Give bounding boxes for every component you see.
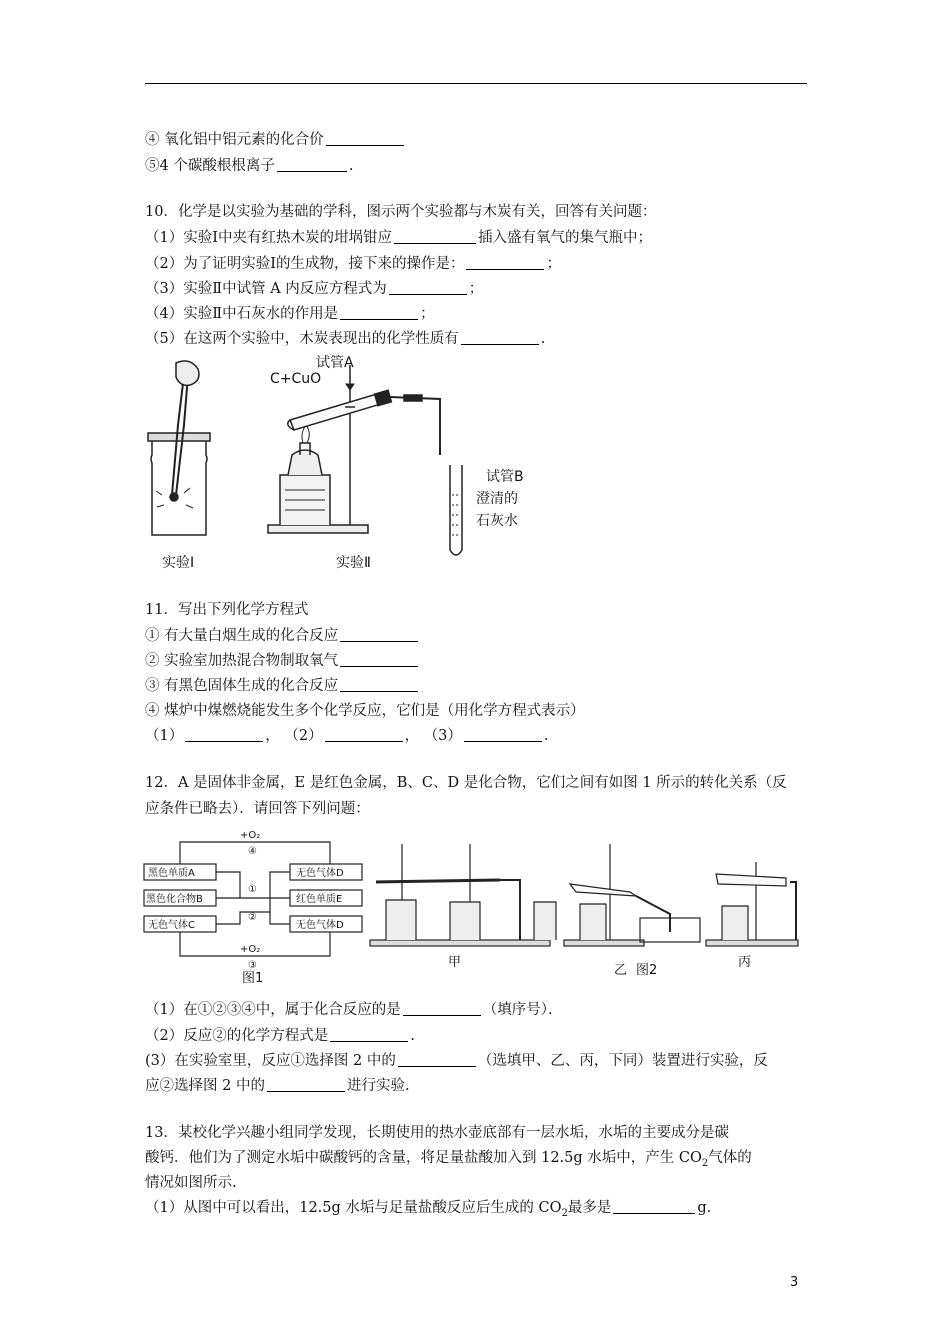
caption-yi: 乙 <box>614 963 628 978</box>
answer-blank[interactable] <box>461 330 539 345</box>
q10-part-1: （1）实验Ⅰ中夹有红热木炭的坩埚钳应 插入盛有氧气的集气瓶中； <box>145 230 652 246</box>
q12-stem-1: 12．A 是固体非金属，E 是红色金属，B、C、D 是化合物，它们之间有如图 1 所示的转化关系（反 <box>145 775 787 791</box>
q9-item-4: ④ 氧化铝中铝元素的化合价 <box>145 131 406 149</box>
caption-experiment-1: 实验Ⅰ <box>162 555 195 571</box>
label-limewater-1: 澄清的 <box>476 491 518 507</box>
answer-blank[interactable] <box>326 131 404 146</box>
answer-blank[interactable] <box>398 1052 476 1067</box>
box-c: 无色气体C <box>148 920 195 931</box>
box-d1: 无色气体D <box>296 868 344 879</box>
answer-blank[interactable] <box>340 677 418 692</box>
q11-item-2: ② 实验室加热混合物制取氧气 <box>145 652 420 670</box>
conversion-diagram <box>140 822 810 992</box>
label-limewater-2: 石灰水 <box>476 513 518 529</box>
box-e: 红色单质E <box>296 894 343 905</box>
caption-fig2: 图2 <box>636 963 658 978</box>
top-reagent: +O₂ <box>240 830 261 841</box>
caption-fig1: 图1 <box>242 971 264 986</box>
q11-item-3: ③ 有黑色固体生成的化合反应 <box>145 677 420 695</box>
q10-figure <box>140 355 560 575</box>
caption-jia: 甲 <box>448 955 462 970</box>
gas-jar-illustration <box>148 361 210 535</box>
q13-stem-1: 13．某校化学兴趣小组同学发现，长期使用的热水壶底部有一层水垢，水垢的主要成分是碳 <box>145 1125 729 1141</box>
answer-blank[interactable] <box>464 727 542 742</box>
q11-stem: 11．写出下列化学方程式 <box>145 602 309 618</box>
q11-subparts: （1） ， （2） ， （3） . <box>145 728 549 744</box>
q12-stem-2: 应条件已略去）．请回答下列问题： <box>145 801 370 817</box>
q10-part-4: （4）实验Ⅱ中石灰水的作用是 ； <box>145 306 435 322</box>
q13-part-1: （1）从图中可以看出，12.5g 水垢与足量盐酸反应后生成的 $CO_2$最多是 g. <box>145 1200 712 1219</box>
answer-blank[interactable] <box>267 1077 345 1092</box>
header-rule <box>145 83 807 84</box>
q10-part-3: （3）实验Ⅱ中试管 A 内反应方程式为 ； <box>145 281 484 297</box>
bottom-step: ③ <box>248 960 257 971</box>
answer-blank[interactable] <box>277 157 347 172</box>
answer-blank[interactable] <box>466 255 544 270</box>
caption-bing: 丙 <box>738 955 752 970</box>
q11-item-1: ① 有大量白烟生成的化合反应 <box>145 627 420 645</box>
answer-blank[interactable] <box>340 652 418 667</box>
q10-part-5: （5）在这两个实验中，木炭表现出的化学性质有 . <box>145 331 546 347</box>
box-b: 黑色化合物B <box>146 894 203 905</box>
label-tube-b: 试管B <box>486 469 524 485</box>
answer-blank[interactable] <box>185 727 263 742</box>
q11-item-4: ④ 煤炉中煤燃烧能发生多个化学反应，它们是（用化学方程式表示） <box>145 703 585 719</box>
bottom-reagent: +O₂ <box>240 944 261 955</box>
step-1: ① <box>248 884 257 895</box>
q10-stem: 10．化学是以实验为基础的学科，图示两个实验都与木炭有关，回答有关问题： <box>145 204 657 220</box>
answer-blank[interactable] <box>340 627 418 642</box>
q12-part-3: (3）在实验室里，反应①选择图 2 中的 （选填甲、乙、丙，下同）装置进行实验，反 <box>145 1053 768 1069</box>
caption-experiment-2: 实验Ⅱ <box>336 555 371 571</box>
q12-part-2: （2）反应②的化学方程式是 . <box>145 1028 415 1044</box>
top-step: ④ <box>248 846 257 857</box>
answer-blank[interactable] <box>394 229 476 244</box>
answer-blank[interactable] <box>613 1199 695 1214</box>
box-d2: 无色气体D <box>296 920 344 931</box>
heating-apparatus-illustration <box>268 365 462 555</box>
answer-blank[interactable] <box>330 1027 408 1042</box>
answer-blank[interactable] <box>403 1001 481 1016</box>
experiment-diagram <box>140 355 560 575</box>
q13-stem-2: 酸钙．他们为了测定水垢中碳酸钙的含量，将足量盐酸加入到 12.5g 水垢中，产生 $CO_2$气体的 <box>145 1150 752 1169</box>
page-number: 3 <box>790 1275 799 1290</box>
q12-part-3-cont: 应②选择图 2 中的 进行实验. <box>145 1078 410 1094</box>
answer-blank[interactable] <box>325 727 403 742</box>
q12-figure <box>140 822 810 992</box>
step-2: ② <box>248 912 257 923</box>
q9-item-5: ⑤4 个碳酸根根离子 . <box>145 158 354 174</box>
label-reactants: C+CuO <box>270 371 322 387</box>
q13-stem-3: 情况如图所示. <box>145 1175 237 1191</box>
box-a: 黑色单质A <box>148 868 195 879</box>
q10-part-2: （2）为了证明实验Ⅰ的生成物，接下来的操作是： ； <box>145 256 561 272</box>
label-tube-a: 试管A <box>316 355 354 371</box>
answer-blank[interactable] <box>389 280 467 295</box>
q12-part-1: （1）在①②③④中，属于化合反应的是 （填序号）． <box>145 1002 563 1018</box>
answer-blank[interactable] <box>340 305 418 320</box>
